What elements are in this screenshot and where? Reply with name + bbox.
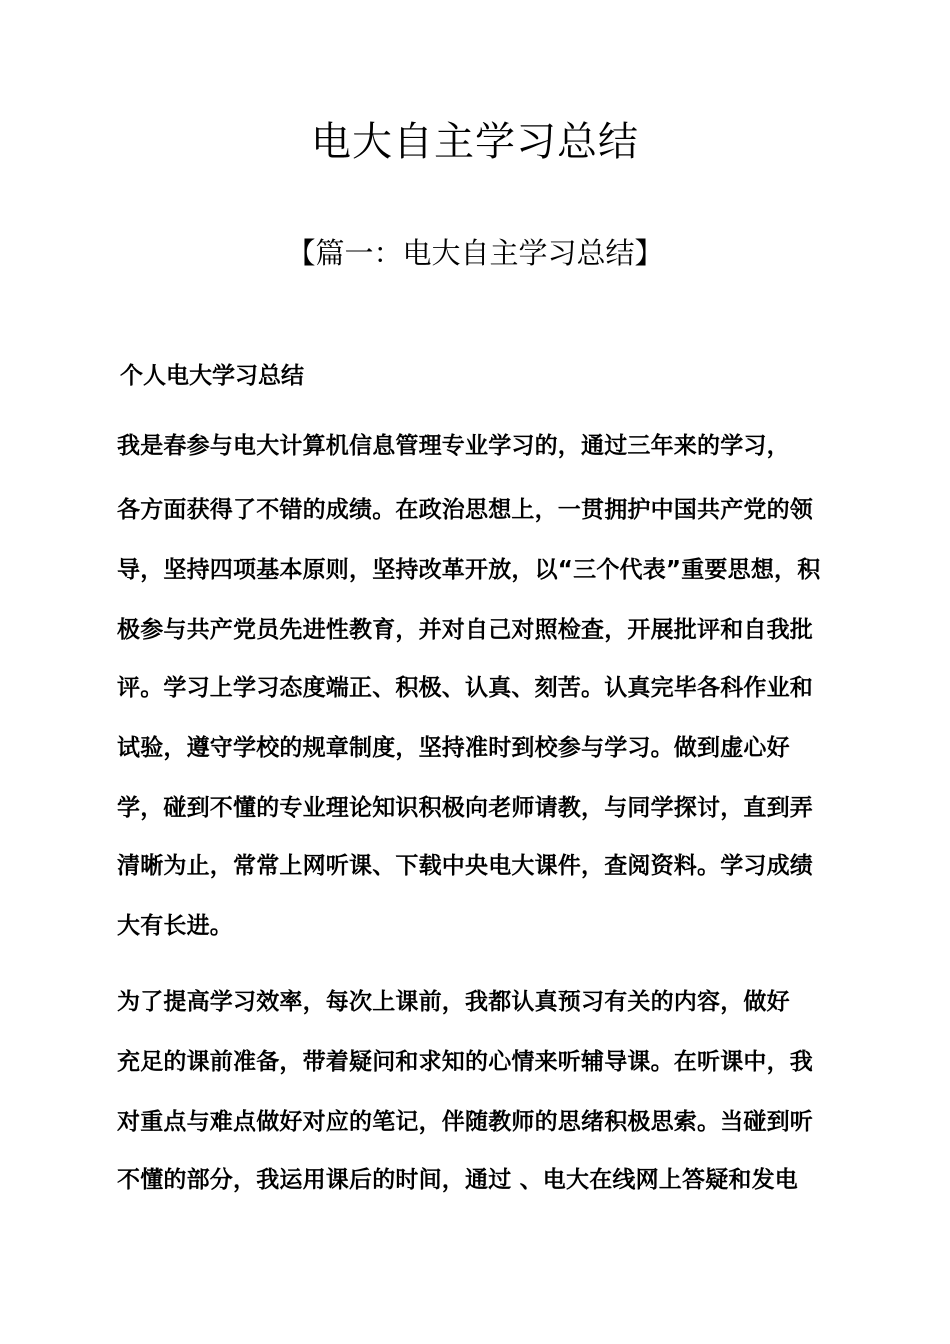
paragraph-line: 各方面获得了不错的成绩。在政治思想上，一贯拥护中国共产党的领 (117, 497, 813, 523)
document-title: 电大自主学习总结 (311, 119, 639, 165)
paragraph-line: 我是春参与电大计算机信息管理专业学习的，通过三年来的学习， (117, 433, 790, 459)
paragraph-line: 评。学习上学习态度端正、积极、认真、刻苦。认真完毕各科作业和 (117, 675, 813, 701)
section-heading: 个人电大学习总结 (120, 363, 304, 389)
paragraph-line: 为了提高学习效率，每次上课前，我都认真预习有关的内容，做好 (117, 989, 790, 1015)
paragraph-line: 大有长进。 (117, 913, 233, 939)
paragraph-line: 对重点与难点做好对应的笔记，伴随教师的思绪积极思索。当碰到听 (117, 1109, 813, 1135)
paragraph-line: 导，坚持四项基本原则，坚持改革开放，以“三个代表”重要思想，积 (117, 557, 821, 583)
paragraph-line: 极参与共产党员先进性教育，并对自己对照检查，开展批评和自我批 (117, 617, 813, 643)
paragraph-line: 清晰为止，常常上网听课、下载中央电大课件，查阅资料。学习成绩 (117, 853, 813, 879)
document-subtitle: 【篇一：电大自主学习总结】 (286, 236, 664, 270)
paragraph-line: 充足的课前准备，带着疑问和求知的心情来听辅导课。在听课中，我 (117, 1049, 813, 1075)
paragraph-line: 学，碰到不懂的专业理论知识积极向老师请教，与同学探讨，直到弄 (117, 795, 813, 821)
paragraph-line: 试验，遵守学校的规章制度，坚持准时到校参与学习。做到虚心好 (117, 735, 790, 761)
paragraph-line: 不懂的部分，我运用课后的时间，通过 、电大在线网上答疑和发电 (117, 1167, 799, 1193)
